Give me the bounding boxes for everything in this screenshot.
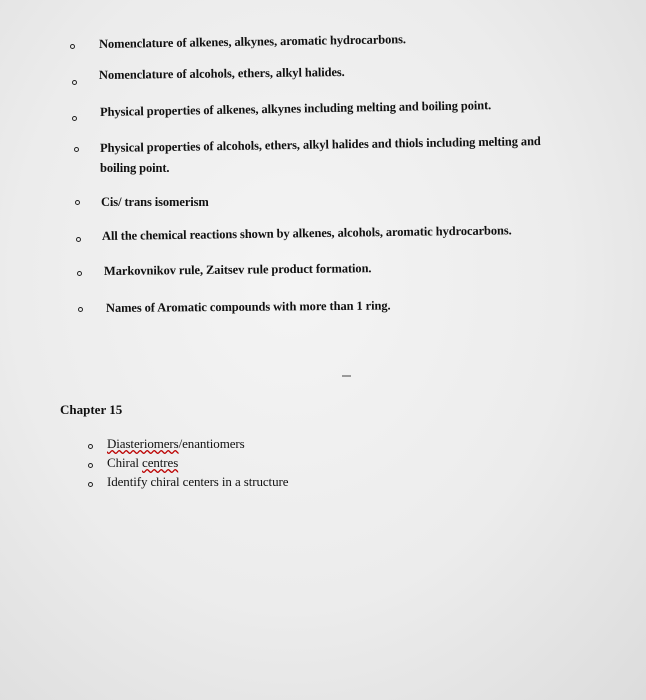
bullet-icon xyxy=(88,463,93,468)
topic-item-markovnikov: Markovnikov rule, Zaitsev rule product formation. xyxy=(103,261,372,278)
bullet-icon xyxy=(72,116,77,121)
topic-item-nomenclature-hydrocarbons: Nomenclature of alkenes, alkynes, aromatic hydrocarbons. xyxy=(98,32,406,51)
topic-item-physical-alcohols-line1: Physical properties of alcohols, ethers, alkyl halides and thiols including melting and xyxy=(99,134,541,155)
topic-item-physical-alcohols-line2: boiling point. xyxy=(100,161,170,175)
misspelled-word: Diasteriomers xyxy=(107,436,179,451)
topic-item-nomenclature-alcohols: Nomenclature of alcohols, ethers, alkyl halides. xyxy=(98,64,345,82)
chapter-heading: Chapter 15 xyxy=(60,402,123,417)
topic-item-aromatic-names: Names of Aromatic compounds with more than 1 ring. xyxy=(105,298,391,315)
bullet-icon xyxy=(70,44,75,49)
bullet-icon xyxy=(88,444,93,449)
chapter-item-text: /enantiomers xyxy=(178,436,245,451)
chapter-item-identify-chiral: Identify chiral centers in a structure xyxy=(107,474,289,489)
bullet-icon xyxy=(76,237,81,242)
bullet-icon xyxy=(75,200,80,205)
chapter-item-text: Chiral xyxy=(107,455,143,470)
bullet-icon xyxy=(78,307,83,312)
bullet-icon xyxy=(72,80,77,85)
bullet-icon xyxy=(77,271,82,276)
topic-item-chemical-reactions: All the chemical reactions shown by alkenes, alcohols, aromatic hydrocarbons. xyxy=(101,223,512,243)
topic-item-cis-trans: Cis/ trans isomerism xyxy=(101,195,209,209)
bullet-icon xyxy=(88,482,93,487)
chapter-item-chiral-centres xyxy=(107,455,178,471)
misspelled-word: centres xyxy=(142,455,179,470)
topic-item-physical-alkenes: Physical properties of alkenes, alkynes including melting and boiling point. xyxy=(99,98,492,119)
stray-mark xyxy=(342,375,351,377)
chapter-item-diastereomers xyxy=(107,436,245,452)
bullet-icon xyxy=(74,147,79,152)
